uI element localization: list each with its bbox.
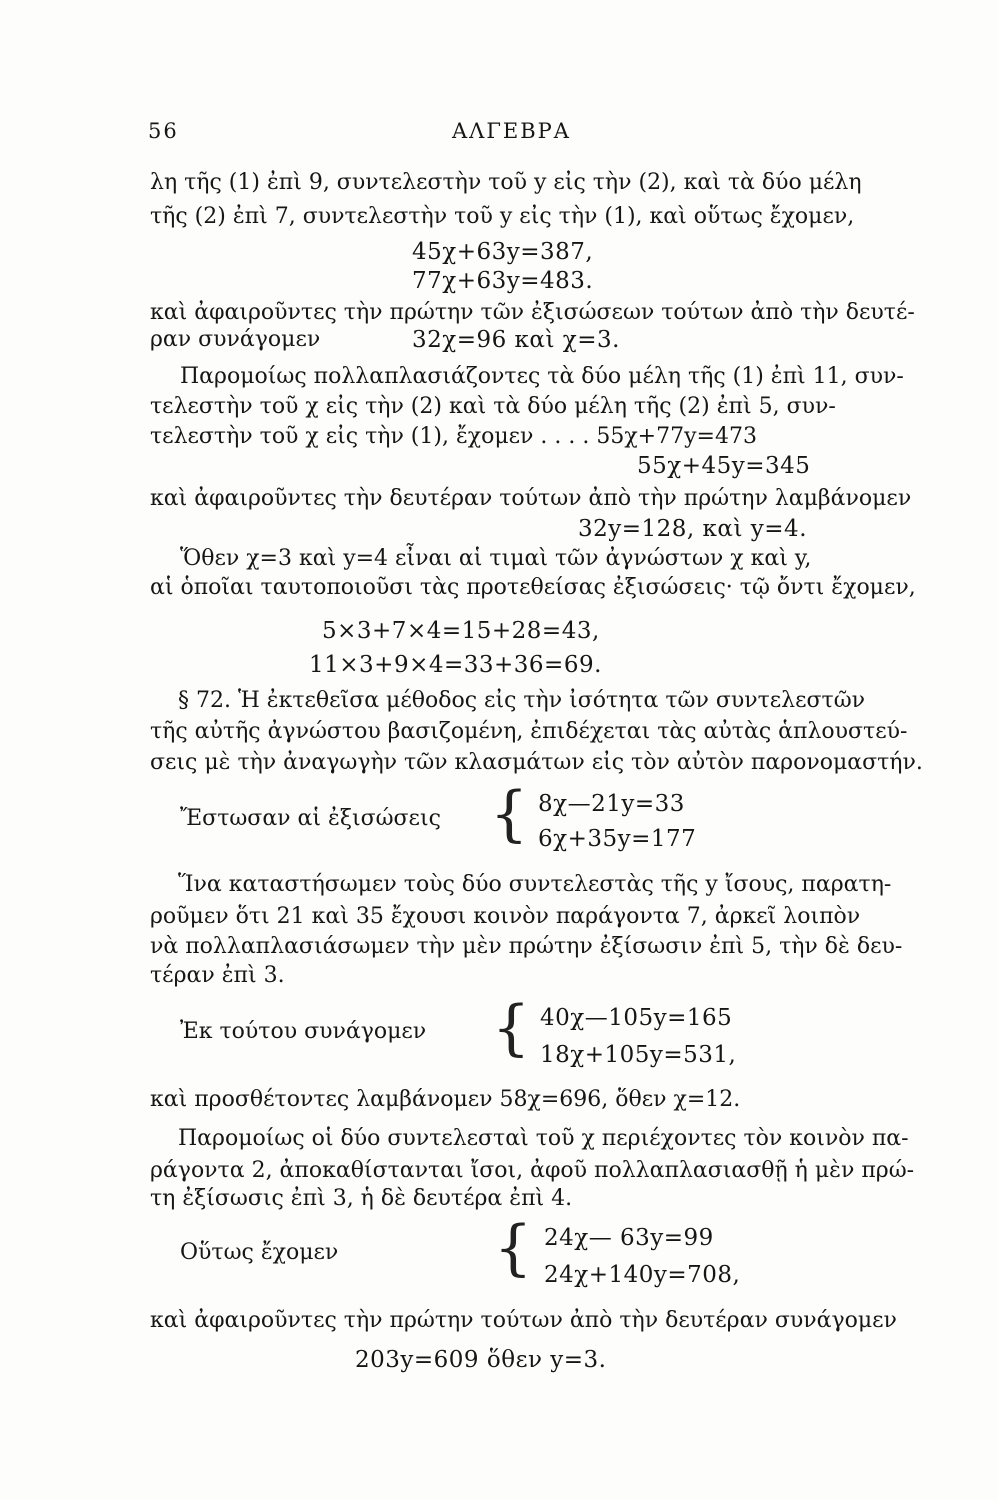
text-line: τῆς (2) ἐπὶ 7, συντελεστὴν τοῦ y εἰς τὴν (1), καὶ οὕτως ἔχομεν, — [150, 204, 855, 229]
text-line: καὶ ἀφαιροῦντες τὴν δευτέραν τούτων ἀπὸ τὴν πρώτην λαμβάνομεν — [150, 486, 912, 511]
text-line: Οὕτως ἔχομεν — [180, 1240, 339, 1265]
equation: 11×3+9×4=33+36=69. — [309, 652, 602, 678]
equation: 203y=609 ὅθεν y=3. — [355, 1347, 607, 1373]
text-line: τελεστὴν τοῦ χ εἰς τὴν (2) καὶ τὰ δύο μέλη τῆς (2) ἐπὶ 5, συν- — [150, 394, 836, 419]
text-line: τελεστὴν τοῦ χ εἰς τὴν (1), ἔχομεν . . . . 55χ+77y=473 — [150, 424, 757, 449]
equation: 32y=128, καὶ y=4. — [578, 516, 807, 542]
text-line: λη τῆς (1) ἐπὶ 9, συντελεστὴν τοῦ y εἰς τὴν (2), καὶ τὰ δύο μέλη — [150, 170, 862, 195]
equation: 77χ+63y=483. — [412, 268, 594, 294]
text-line: τῆς αὐτῆς ἀγνώστου βασιζομένη, ἐπιδέχεται τὰς αὐτὰς ἁπλουστεύ- — [150, 719, 908, 744]
equation: 6χ+35y=177 — [538, 826, 697, 852]
text-line: τη ἐξίσωσις ἐπὶ 3, ἡ δὲ δευτέρα ἐπὶ 4. — [150, 1186, 573, 1211]
text-line: Παρομοίως πολλαπλασιάζοντες τὰ δύο μέλη τῆς (1) ἐπὶ 11, συν- — [180, 364, 904, 389]
equation: 5×3+7×4=15+28=43, — [322, 618, 600, 644]
text-line: καὶ ἀφαιροῦντες τὴν πρώτην τῶν ἐξισώσεων τούτων ἀπὸ τὴν δευτέ- — [150, 300, 915, 325]
text-line: ροῦμεν ὅτι 21 καὶ 35 ἔχουσι κοινὸν παράγοντα 7, ἀρκεῖ λοιπὸν — [150, 904, 861, 929]
running-title: ΑΛΓΕΒΡΑ — [452, 119, 571, 143]
text-line: καὶ προσθέτοντες λαμβάνομεν 58χ=696, ὅθεν χ=12. — [150, 1087, 741, 1112]
text-line: Ἐκ τούτου συνάγομεν — [180, 1019, 427, 1044]
equation: 40χ—105y=165 — [540, 1005, 733, 1031]
text-line: τέραν ἐπὶ 3. — [150, 963, 285, 988]
text-line: νὰ πολλαπλασιάσωμεν τὴν μὲν πρώτην ἐξίσωσιν ἐπὶ 5, τὴν δὲ δευ- — [150, 934, 903, 959]
text-line: Ἔστωσαν αἱ ἐξισώσεις — [180, 806, 441, 831]
equation: 8χ—21y=33 — [538, 791, 685, 817]
text-line: ράγοντα 2, ἀποκαθίστανται ἴσοι, ἀφοῦ πολλαπλασιασθῇ ἡ μὲν πρώ- — [150, 1158, 915, 1183]
equation: 32χ=96 καὶ χ=3. — [412, 327, 620, 353]
text-line: αἱ ὁποῖαι ταυτοποιοῦσι τὰς προτεθείσας ἐξισώσεις· τῷ ὄντι ἔχομεν, — [150, 575, 916, 600]
page-number: 56 — [148, 119, 179, 143]
text-line: ραν συνάγομεν — [150, 327, 321, 352]
text-line: Παρομοίως οἱ δύο συντελεσταὶ τοῦ χ περιέχοντες τὸν κοινὸν πα- — [178, 1126, 909, 1151]
section-heading-line: § 72. Ἡ ἐκτεθεῖσα μέθοδος εἰς τὴν ἰσότητα τῶν συντελεστῶν — [178, 688, 866, 713]
equation: 55χ+45y=345 — [637, 453, 811, 479]
text-line: σεις μὲ τὴν ἀναγωγὴν τῶν κλασμάτων εἰς τὸν αὐτὸν παρονομαστήν. — [150, 750, 923, 775]
equation: 18χ+105y=531, — [540, 1042, 737, 1068]
equation: 24χ+140y=708, — [544, 1262, 741, 1288]
text-line: Ὅθεν χ=3 καὶ y=4 εἶναι αἱ τιμαὶ τῶν ἀγνώστων χ καὶ y, — [180, 546, 812, 571]
brace-glyph: { — [494, 1213, 533, 1283]
equation: 24χ— 63y=99 — [544, 1225, 714, 1251]
brace-glyph: { — [490, 779, 529, 849]
equation: 45χ+63y=387, — [412, 239, 594, 265]
brace-glyph: { — [492, 993, 531, 1063]
text-line: Ἵνα καταστήσωμεν τοὺς δύο συντελεστὰς τῆς y ἴσους, παρατη- — [178, 872, 892, 897]
text-line: καὶ ἀφαιροῦντες τὴν πρώτην τούτων ἀπὸ τὴν δευτέραν συνάγομεν — [150, 1308, 897, 1333]
